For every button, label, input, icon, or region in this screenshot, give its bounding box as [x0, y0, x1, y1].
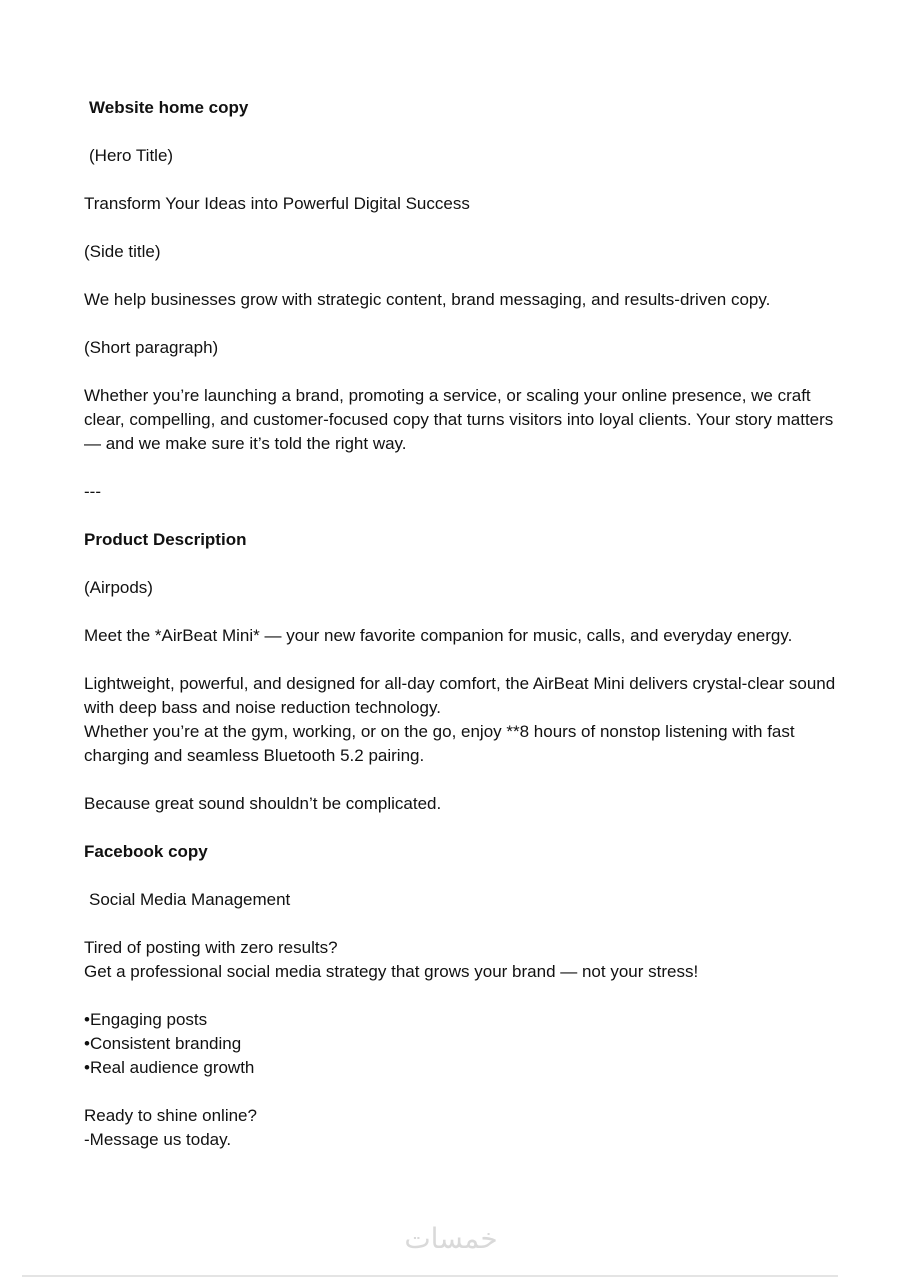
- product-paragraph-2: Whether you’re at the gym, working, or on the go, enjoy **8 hours of nonstop listening with fast charging and seamless Bluetooth 5.2 pairing.: [84, 722, 795, 765]
- facebook-line-2: Get a professional social media strategy that grows your brand — not your stress!: [84, 962, 699, 981]
- product-intro: Meet the *AirBeat Mini* — your new favorite companion for music, calls, and everyday energy.: [84, 626, 793, 645]
- document-body: [84, 96, 854, 1152]
- short-paragraph: Whether you’re launching a brand, promoting a service, or scaling your online presence, we craft clear, compelling, and customer-focused copy that turns visitors into loyal clients. Your story matters — and we make sure it’s told the right way.: [84, 386, 834, 453]
- hero-text: Transform Your Ideas into Powerful Digital Success: [84, 194, 470, 213]
- facebook-line-1: Tired of posting with zero results?: [84, 938, 338, 957]
- product-paragraph-1: Lightweight, powerful, and designed for all-day comfort, the AirBeat Mini delivers crystal-clear sound with deep bass and noise reduction technology.: [84, 674, 836, 717]
- product-label: (Airpods): [84, 578, 153, 597]
- bottom-divider: [22, 1275, 838, 1277]
- side-label: (Side title): [84, 242, 161, 261]
- bullet-item: •Consistent branding: [84, 1034, 242, 1053]
- side-text: We help businesses grow with strategic content, brand messaging, and results-driven copy.: [84, 290, 771, 309]
- product-closing: Because great sound shouldn’t be complicated.: [84, 794, 442, 813]
- watermark-logo: خمسات: [404, 1222, 498, 1255]
- product-heading: Product Description: [84, 530, 247, 549]
- hero-label: (Hero Title): [89, 146, 174, 165]
- section-separator: ---: [84, 482, 101, 501]
- cta-line-1: Ready to shine online?: [84, 1106, 257, 1125]
- bullet-item: •Real audience growth: [84, 1058, 255, 1077]
- facebook-title: Social Media Management: [89, 890, 291, 909]
- home-heading: Website home copy: [89, 98, 249, 117]
- facebook-heading: Facebook copy: [84, 842, 208, 861]
- short-label: (Short paragraph): [84, 338, 219, 357]
- cta-line-2: -Message us today.: [84, 1130, 232, 1149]
- bullet-item: •Engaging posts: [84, 1010, 208, 1029]
